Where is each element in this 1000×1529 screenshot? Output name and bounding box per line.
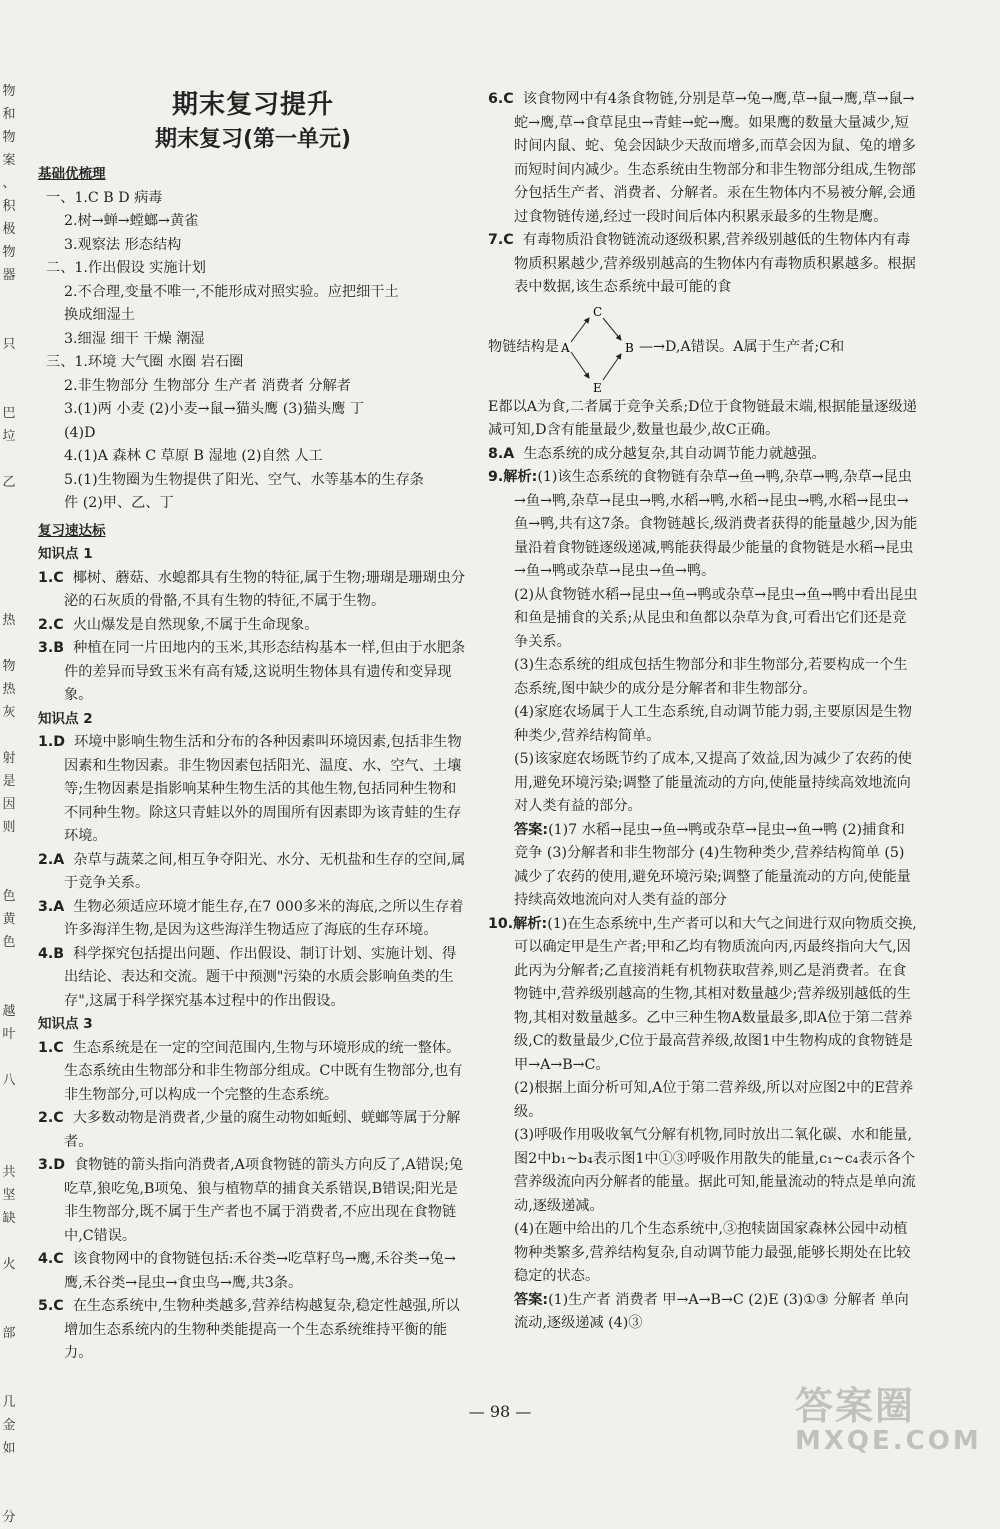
basics-line: 换成细湿土 — [64, 307, 135, 323]
basics-line: 一、1.C B D 病毒 — [46, 189, 163, 206]
basics-line: 3.观察法 形态结构 — [64, 236, 182, 253]
question-9: 9.解析:(1)该生态系统的食物链有杂草→鱼→鸭,杂草→鸭,杂草→昆虫→鱼→鸭,杂草→昆虫→鸭,水稻→鸭,水稻→昆虫→鸭,水稻→昆虫→鱼→鸭,共有这7条。食物链越长,级消费者获得的能量越少,因为能量沿着食物链逐级递减,鸭能获得最少能量的食物链是水稻→昆虫→鱼→鸭或杂草→昆虫→鱼→鸭。 — [488, 469, 918, 579]
basics-line: 2.树→蝉→螳螂→黄雀 — [64, 213, 199, 229]
question-8: 8.A 生态系统的成分越复杂,其自动调节能力就越强。 — [488, 445, 826, 462]
basics-line: (4)D — [64, 424, 96, 441]
question-item: 3.A 生物必须适应环境才能生存,在7 000多米的海底,之所以生存着许多海洋生物,是因为这些海洋生物适应了海底的生存环境。 — [38, 898, 464, 938]
analysis-part: (2)根据上面分析可知,A位于第二营养级,所以对应图2中的E营养级。 — [514, 1080, 914, 1120]
edge-char: 是 — [2, 774, 16, 789]
question-10-answer: 答案:(1)生产者 消费者 甲→A→B→C (2)E (3)①③ 分解者 单向流动,逐级递减 (4)③ — [514, 1291, 909, 1331]
basics-line: 2.非生物部分 生物部分 生产者 消费者 分解者 — [64, 377, 351, 394]
edge-char: 物 — [2, 84, 16, 99]
edge-char: 垃 — [2, 429, 16, 444]
edge-char — [0, 1046, 18, 1069]
edge-char: 坚 — [2, 1188, 16, 1203]
edge-char — [0, 586, 18, 609]
knowledge-point-1: 知识点 1 — [38, 546, 93, 562]
edge-char: 火 — [2, 1257, 16, 1272]
question-item: 1.C 生态系统是在一定的空间范围内,生物与环境形成的统一整体。生态系统由生物部分和非生物部分组成。C中既有生物部分,也有非生物部分,可以构成一个完整的生态系统。 — [38, 1039, 463, 1103]
edge-char — [0, 517, 18, 540]
edge-char — [0, 862, 18, 885]
analysis-part: (3)生态系统的组成包括生物部分和非生物部分,若要构成一个生态系统,图中缺少的成分是分解者和非生物部分。 — [514, 657, 908, 697]
question-item: 4.B 科学探究包括提出问题、作出假设、制订计划、实施计划、得出结论、表达和交流。题干中预测"污染的水质会影响鱼类的生存",这属于科学探究基本过程中的作出假设。 — [38, 945, 457, 1009]
page-number: — 98 — — [468, 1402, 532, 1421]
edge-char: 热 — [2, 613, 16, 628]
kp2-questions — [38, 731, 468, 1013]
edge-char — [0, 1345, 18, 1368]
edge-char — [0, 1092, 18, 1115]
question-9-answer: 答案:(1)7 水稻→昆虫→鱼→鸭或杂草→昆虫→鱼→鸭 (2)捕食和竞争 (3)分解者和非生物部分 (4)生物种类少,营养结构简单 (5)减少了农药的使用,避免环境污染;调整了能量流动的方向,使能量持续高效地流向对人类有益的部分 — [514, 821, 911, 908]
edge-char — [0, 379, 18, 402]
question-6: 6.C 该食物网中有4条食物链,分别是草→兔→鹰,草→鼠→鹰,草→鼠→蛇→鹰,草→食草昆虫→青蛙→蛇→鹰。如果鹰的数量大量减少,短时间内鼠、蛇、兔会因缺少天敌而增多,而草会因为鼠、兔的增多而短时间内减少。生态系统由生物部分和非生物部分组成,生物部分包括生产者、消费者、分解者。汞在生物体内不易被分解,会通过食物链传递,经过一段时间后体内积累汞最多的生物是鹰。 — [488, 91, 916, 225]
diagram-suffix: D,A错误。A属于生产者;C和 — [665, 338, 845, 355]
edge-char — [0, 356, 18, 379]
edge-char — [0, 1115, 18, 1138]
basics-line: 二、1.作出假设 实施计划 — [46, 260, 206, 276]
question-9-parts — [488, 584, 918, 819]
edge-char — [0, 448, 18, 471]
right-column — [488, 88, 918, 1336]
question-item: 2.C 火山爆发是自然现象,不属于生命现象。 — [38, 616, 319, 633]
edge-char: 灰 — [2, 705, 16, 720]
analysis-part: (3)呼吸作用吸收氧气分解有机物,同时放出二氧化碳、水和能量,图2中b₁~b₄表示图1中①③呼吸作用散失的能量,c₁~c₄表示各个营养级流向丙分解者的能量。据此可知,能量流动的特点是单向流动,逐级递减。 — [514, 1127, 916, 1214]
edge-char: 只 — [2, 337, 16, 352]
edge-char: 物 — [2, 245, 16, 260]
basics-line: 2.不合理,变量不唯一,不能形成对照实验。应把细干土 — [64, 283, 399, 300]
edge-char: 八 — [2, 1073, 16, 1088]
edge-char: 共 — [2, 1165, 16, 1180]
edge-char — [0, 1460, 18, 1483]
edge-char: 分 — [2, 1510, 16, 1525]
question-7-continued: E都以A为食,二者属于竞争关系;D位于食物链最末端,根据能量逐级递减可知,D含有能量最少,数量也最少,故C正确。 — [488, 398, 917, 438]
edge-char — [0, 563, 18, 586]
edge-char: 叶 — [2, 1027, 16, 1042]
question-10: 10.解析:(1)在生态系统中,生产者可以和大气之间进行双向物质交换,可以确定甲是生产者;甲和乙均有物质流向丙,丙最终指向大气,因此丙为分解者;乙直接消耗有机物获取营养,则乙是消费者。在食物链中,营养级别越高的生物,其相对数量越少;营养级别越低的生物,其相对数量越多。乙中三种生物A数量最多,即A位于第二营养级,C的数量最少,C位于最高营养级,故图1中生物构成的食物链是甲→A→B→C。 — [488, 915, 917, 1073]
section-heading-review: 复习速达标 — [38, 522, 106, 539]
node-C: C — [592, 304, 603, 319]
edge-char — [0, 1230, 18, 1253]
edge-char — [0, 632, 18, 655]
edge-char: 缺 — [2, 1211, 16, 1226]
watermark-url: MXQE.COM — [795, 1426, 982, 1456]
edge-char — [0, 977, 18, 1000]
left-edge-fragments — [0, 80, 18, 1525]
basics-line: 3.细湿 细干 干燥 潮湿 — [64, 330, 205, 347]
edge-char: 器 — [2, 268, 16, 283]
question-10-parts — [488, 1077, 918, 1289]
edge-char: 乙 — [2, 475, 16, 490]
edge-char: 、 — [2, 176, 16, 191]
edge-char: 热 — [2, 682, 16, 697]
diagram-prefix: 物链结构是 — [488, 338, 559, 355]
edge-char: 射 — [2, 751, 16, 766]
kp3-questions — [38, 1037, 468, 1366]
question-item: 1.C 椰树、蘑菇、水螅都具有生物的特征,属于生物;珊瑚是珊瑚虫分泌的石灰质的骨骼,不具有生物的特征,不属于生物。 — [38, 569, 466, 609]
node-B: B — [624, 340, 634, 355]
edge-char: 则 — [2, 820, 16, 835]
food-web-arrows — [559, 302, 639, 394]
edge-char — [0, 540, 18, 563]
edge-char: 极 — [2, 222, 16, 237]
question-item: 3.B 种植在同一片田地内的玉米,其形态结构基本一样,但由于水肥条件的差异而导致玉米有高有矮,这说明生物体具有遗传和变异现象。 — [38, 640, 466, 703]
section-heading-basics: 基础优梳理 — [38, 166, 106, 182]
analysis-part: (5)该家庭农场既节约了成本,又提高了效益,因为减少了农药的使用,避免环境污染;调整了能量流动的方向,使能量持续高效地流向对人类有益的部分。 — [514, 751, 912, 814]
edge-char: 巴 — [2, 406, 16, 421]
question-item: 1.D 环境中影响生物生活和分布的各种因素叫环境因素,包括非生物因素和生物因素。非生物因素包括阳光、温度、水、空气、土壤等;生物因素是指影响某种生物生活的其他生物,包括同种生物和不同种生物。除这只青蛙以外的周围所有因素即为该青蛙的生存环境。 — [38, 734, 462, 844]
edge-char — [0, 310, 18, 333]
edge-char: 黄 — [2, 912, 16, 927]
page-title: 期末复习提升 — [171, 90, 334, 120]
basics-line: 件 (2)甲、乙、丁 — [64, 495, 174, 511]
node-E: E — [592, 380, 602, 394]
question-item: 2.A 杂草与蔬菜之间,相互争夺阳光、水分、无机盐和生存的空间,属于竞争关系。 — [38, 851, 466, 891]
edge-char — [0, 1483, 18, 1506]
edge-char — [0, 1276, 18, 1299]
kp1-questions — [38, 567, 468, 708]
question-item: 2.C 大多数动物是消费者,少量的腐生动物如蚯蚓、蜣螂等属于分解者。 — [38, 1110, 461, 1150]
edge-char — [0, 1138, 18, 1161]
basics-line: 4.(1)A 森林 C 草原 B 湿地 (2)自然 人工 — [64, 448, 323, 464]
basics-line: 三、1.环境 大气圈 水圈 岩石圈 — [46, 354, 244, 370]
edge-char: 色 — [2, 935, 16, 950]
node-A: A — [560, 340, 570, 355]
watermark-logo — [795, 1375, 995, 1465]
question-item: 3.D 食物链的箭头指向消费者,A项食物链的箭头方向反了,A错误;兔吃草,狼吃兔,B项兔、狼与植物草的捕食关系错误,B错误;阳光是非生物部分,既不属于生产者也不属于消费者,不应出现在食物链中,C错误。 — [38, 1157, 464, 1244]
edge-char: 金 — [2, 1418, 16, 1433]
edge-char — [0, 1299, 18, 1322]
edge-char: 如 — [2, 1441, 16, 1456]
knowledge-point-3: 知识点 3 — [38, 1016, 93, 1032]
edge-char — [0, 954, 18, 977]
edge-char: 部 — [2, 1326, 16, 1341]
edge-char: 案 — [2, 153, 16, 168]
basics-answers — [38, 187, 468, 516]
edge-char: 几 — [2, 1395, 16, 1410]
edge-char — [0, 724, 18, 747]
edge-char: 物 — [2, 659, 16, 674]
question-item: 5.C 在生态系统中,生物种类越多,营养结构越复杂,稳定性越强,所以增加生态系统内的生物种类能提高一个生态系统维持平衡的能力。 — [38, 1298, 460, 1361]
edge-char: 因 — [2, 797, 16, 812]
edge-char — [0, 1368, 18, 1391]
knowledge-point-2: 知识点 2 — [38, 710, 93, 727]
question-7: 7.C 有毒物质沿食物链流动逐级积累,营养级别越低的生物体内有毒物质积累越少,营养级别越高的生物体内有毒物质积累越多。根据表中数据,该生态系统中最可能的食 — [488, 232, 916, 295]
edge-char — [0, 839, 18, 862]
edge-char: 色 — [2, 889, 16, 904]
analysis-part: (4)家庭农场属于人工生态系统,自动调节能力弱,主要原因是生物种类少,营养结构简单。 — [514, 704, 912, 744]
analysis-part: (2)从食物链水稻→昆虫→鱼→鸭或杂草→昆虫→鱼→鸭中看出昆虫和鱼是捕食的关系;从昆虫和鱼都以杂草为食,可看出它们还是竞争关系。 — [514, 586, 918, 650]
question-item: 4.C 该食物网中的食物链包括:禾谷类→吃草籽鸟→鹰,禾谷类→兔→鹰,禾谷类→昆虫→食虫鸟→鹰,共3条。 — [38, 1251, 456, 1291]
edge-char: 物 — [2, 130, 16, 145]
edge-char: 越 — [2, 1004, 16, 1019]
basics-line: 5.(1)生物圈为生物提供了阳光、空气、水等基本的生存条 — [64, 471, 424, 488]
food-web-diagram: 物链结构是 A C E B —→ D,A错误。A属于生产者;C和 — [488, 302, 918, 394]
basics-line: 3.(1)两 小麦 (2)小麦→鼠→猫头鹰 (3)猫头鹰 丁 — [64, 401, 365, 417]
analysis-part: (4)在题中给出的几个生态系统中,③抱犊崮国家森林公园中动植物种类繁多,营养结构复杂,自动调节能力最强,能够长期处在比较稳定的状态。 — [514, 1221, 911, 1284]
edge-char — [0, 287, 18, 310]
left-column — [38, 88, 468, 1366]
watermark-text: 答案圈 — [795, 1384, 916, 1428]
edge-char — [0, 494, 18, 517]
edge-char: 和 — [2, 107, 16, 122]
edge-char: 积 — [2, 199, 16, 214]
page-subtitle: 期末复习(第一单元) — [154, 126, 352, 152]
